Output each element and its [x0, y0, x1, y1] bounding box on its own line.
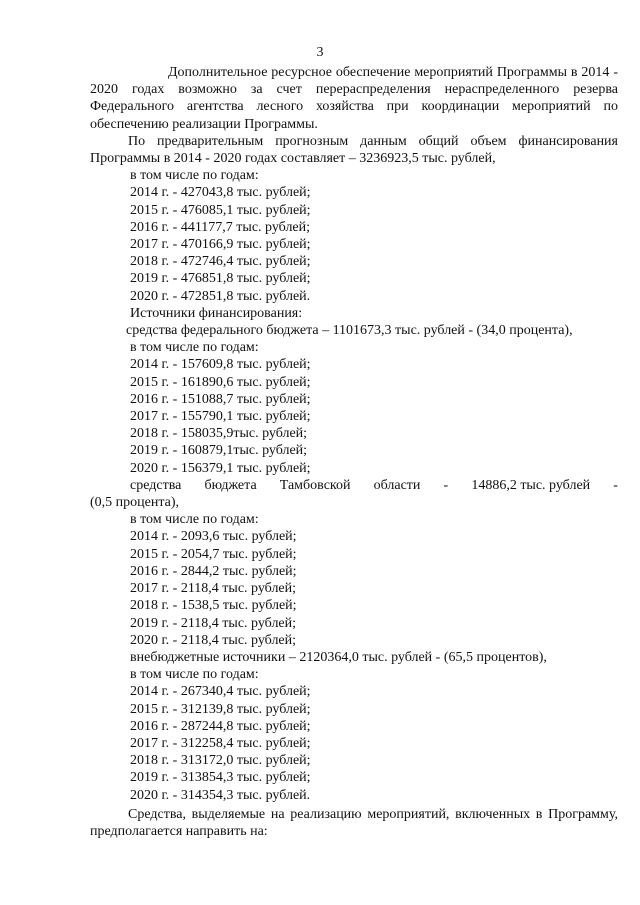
federal-year-item: 2016 г. - 151088,7 тыс. рублей;	[130, 391, 311, 407]
regional-year-item: 2017 г. - 2118,4 тыс. рублей;	[130, 581, 297, 597]
federal-by-years-label: в том числе по годам:	[130, 340, 259, 356]
regional-line-word: области	[373, 477, 421, 493]
total-by-years-label: в том числе по годам:	[130, 168, 259, 184]
regional-year-item: 2018 г. - 1538,5 тыс. рублей;	[130, 598, 297, 614]
total-year-item: 2015 г. - 476085,1 тыс. рублей;	[130, 202, 311, 218]
regional-line-word: 14886,2 тыс. рублей	[471, 477, 591, 493]
total-years-list	[90, 184, 618, 304]
extrabudget-year-item: 2016 г. - 287244,8 тыс. рублей;	[130, 718, 311, 734]
federal-year-item: 2015 г. - 161890,6 тыс. рублей;	[130, 374, 311, 390]
regional-budget-line-cont: (0,5 процента),	[90, 495, 180, 511]
total-year-item: 2017 г. - 470166,9 тыс. рублей;	[130, 237, 311, 253]
sources-label: Источники финансирования:	[130, 305, 303, 321]
regional-year-item: 2019 г. - 2118,4 тыс. рублей;	[130, 615, 297, 631]
extrabudget-year-item: 2019 г. - 313854,3 тыс. рублей;	[130, 770, 311, 786]
document-body	[90, 64, 618, 840]
extrabudget-year-item: 2018 г. - 313172,0 тыс. рублей;	[130, 753, 311, 769]
regional-year-item: 2020 г. - 2118,4 тыс. рублей;	[130, 632, 297, 648]
extrabudget-year-item: 2014 г. - 267340,4 тыс. рублей;	[130, 684, 311, 700]
regional-line-word: средства	[130, 477, 182, 493]
extrabudget-year-item: 2020 г. - 314354,3 тыс. рублей.	[130, 787, 311, 803]
extrabudget-years-list	[90, 683, 618, 803]
regional-line-word: Тамбовской	[279, 477, 351, 493]
regional-budget-line	[90, 477, 618, 494]
regional-by-years-label: в том числе по годам:	[130, 512, 259, 528]
total-financing-paragraph: По предварительным прогнозным данным общий объем финансирования Программы в 2014 - 2020 годах составляет – 3236923,5 тыс. рублей,	[90, 133, 618, 167]
regional-line-word: -	[443, 477, 449, 493]
total-year-item: 2020 г. - 472851,8 тыс. рублей.	[130, 288, 311, 304]
total-year-item: 2018 г. - 472746,4 тыс. рублей;	[130, 254, 311, 270]
closing-paragraph: Средства, выделяемые на реализацию мероприятий, включенных в Программу, предполагается направить на:	[90, 806, 618, 839]
extrabudget-by-years-label: в том числе по годам:	[130, 667, 259, 683]
regional-years-list	[90, 528, 618, 648]
extrabudget-line: внебюджетные источники – 2120364,0 тыс. рублей - (65,5 процентов),	[130, 649, 547, 665]
federal-years-list	[90, 356, 618, 476]
federal-budget-line: средства федерального бюджета – 1101673,3 тыс. рублей - (34,0 процента),	[126, 323, 573, 339]
federal-year-item: 2019 г. - 160879,1тыс. рублей;	[130, 443, 308, 459]
regional-year-item: 2016 г. - 2844,2 тыс. рублей;	[130, 563, 297, 579]
federal-year-item: 2018 г. - 158035,9тыс. рублей;	[130, 426, 308, 442]
federal-year-item: 2017 г. - 155790,1 тыс. рублей;	[130, 409, 311, 425]
total-year-item: 2016 г. - 441177,7 тыс. рублей;	[130, 219, 311, 235]
total-year-item: 2019 г. - 476851,8 тыс. рублей;	[130, 271, 311, 287]
federal-year-item: 2014 г. - 157609,8 тыс. рублей;	[130, 357, 311, 373]
total-year-item: 2014 г. - 427043,8 тыс. рублей;	[130, 185, 311, 201]
page-number: 3	[316, 45, 324, 60]
regional-line-word: бюджета	[204, 477, 257, 493]
intro-paragraph: Дополнительное ресурсное обеспечение мероприятий Программы в 2014 - 2020 годах возможно за счет перераспределения нераспределенного резерва Федерального агентства лесного хозяйства при координации мероприятий по обеспечению реализации Программы.	[90, 65, 618, 132]
regional-year-item: 2015 г. - 2054,7 тыс. рублей;	[130, 546, 297, 562]
regional-year-item: 2014 г. - 2093,6 тыс. рублей;	[130, 529, 297, 545]
extrabudget-year-item: 2017 г. - 312258,4 тыс. рублей;	[130, 735, 311, 751]
extrabudget-year-item: 2015 г. - 312139,8 тыс. рублей;	[130, 701, 311, 717]
federal-year-item: 2020 г. - 156379,1 тыс. рублей;	[130, 460, 311, 476]
regional-line-word: -	[613, 477, 618, 493]
